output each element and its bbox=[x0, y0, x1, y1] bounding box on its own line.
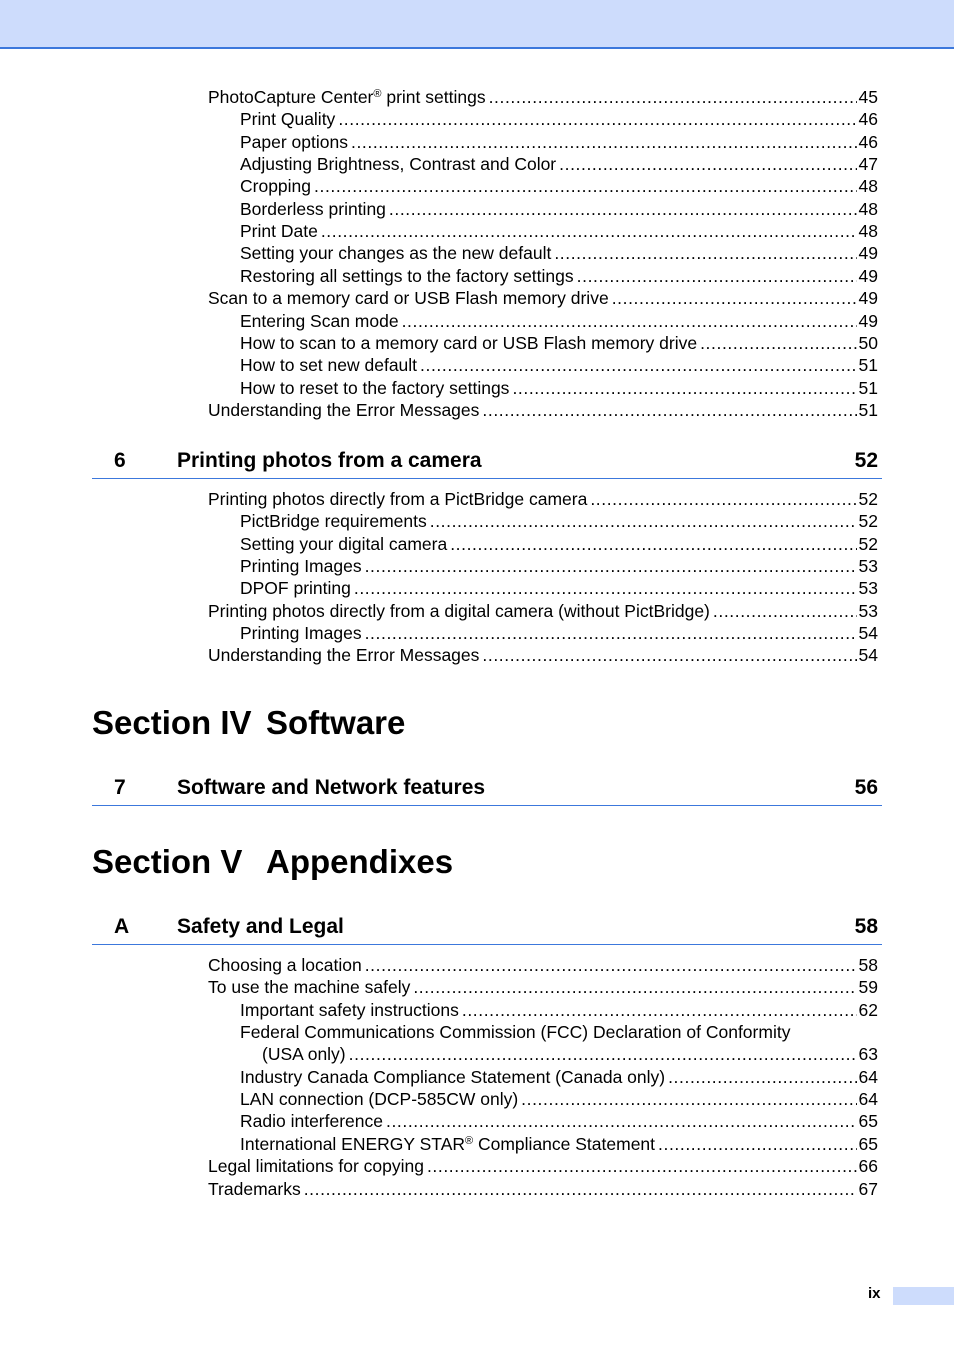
dot-leader bbox=[612, 287, 857, 309]
toc-entry-title: How to reset to the factory settings bbox=[240, 377, 510, 398]
toc-entry-page: 51 bbox=[858, 355, 878, 376]
dot-leader bbox=[430, 510, 857, 532]
dot-leader bbox=[314, 175, 857, 197]
toc-entry-title: Trademarks bbox=[208, 1178, 301, 1199]
toc-entry-title: Adjusting Brightness, Contrast and Color bbox=[240, 154, 557, 175]
toc-entry-page: 48 bbox=[858, 198, 878, 219]
toc-entry[interactable] bbox=[240, 220, 878, 242]
dot-leader bbox=[482, 644, 856, 666]
toc-entry-page: 52 bbox=[858, 511, 878, 532]
header-band bbox=[0, 0, 954, 49]
dot-leader bbox=[386, 1110, 857, 1132]
toc-entry[interactable] bbox=[240, 1133, 878, 1155]
toc-entry-title: How to set new default bbox=[240, 355, 418, 376]
toc-entry[interactable] bbox=[208, 1155, 878, 1177]
toc-entry-page: 49 bbox=[858, 265, 878, 286]
toc-entry-title: Choosing a location bbox=[208, 955, 362, 975]
toc-entry[interactable] bbox=[240, 510, 878, 532]
toc-entry[interactable] bbox=[240, 332, 878, 354]
dot-leader bbox=[351, 131, 857, 153]
toc-entry[interactable] bbox=[240, 1066, 878, 1088]
dot-leader bbox=[354, 577, 857, 599]
toc-entry-title: Understanding the Error Messages bbox=[208, 645, 480, 666]
chapter-title: Printing photos from a camera bbox=[177, 449, 482, 472]
toc-entry-page: 53 bbox=[858, 556, 878, 577]
toc-entry-page: 49 bbox=[858, 288, 878, 309]
toc-entry-page: 65 bbox=[858, 1111, 878, 1132]
toc-entry-title: Printing Images bbox=[240, 556, 362, 577]
toc-entry[interactable] bbox=[240, 377, 878, 399]
toc-entry-title: International ENERGY STAR® Compliance Statement bbox=[240, 1133, 656, 1154]
dot-leader bbox=[365, 954, 857, 976]
toc-entry-page: 63 bbox=[858, 1044, 878, 1065]
toc-entry-page: 59 bbox=[858, 977, 878, 998]
registered-mark: ® bbox=[373, 88, 382, 100]
toc-entry-page: 53 bbox=[858, 600, 878, 621]
toc-entry-title: DPOF printing bbox=[240, 578, 351, 599]
dot-leader bbox=[482, 399, 856, 421]
section-name: Appendixes bbox=[266, 843, 454, 880]
toc-entry[interactable] bbox=[240, 175, 878, 197]
toc-entry-page: 50 bbox=[858, 332, 878, 353]
toc-entry[interactable] bbox=[208, 287, 878, 309]
chapter-title: Safety and Legal bbox=[177, 915, 344, 938]
toc-entry-title: Paper options bbox=[240, 131, 348, 152]
chapter-heading-7[interactable] bbox=[92, 772, 882, 806]
dot-leader bbox=[462, 999, 857, 1021]
dot-leader bbox=[365, 622, 857, 644]
chapter-number: 7 bbox=[114, 776, 126, 799]
chapter-title: Software and Network features bbox=[177, 776, 486, 799]
toc-entry[interactable] bbox=[240, 153, 878, 175]
dot-leader bbox=[512, 377, 856, 399]
dot-leader bbox=[489, 86, 857, 108]
section-label: Section V bbox=[92, 843, 243, 880]
dot-leader bbox=[413, 976, 856, 998]
dot-leader bbox=[389, 198, 857, 220]
registered-mark: ® bbox=[465, 1134, 474, 1147]
toc-entry-page: 46 bbox=[858, 109, 878, 130]
toc-entry-page: 49 bbox=[858, 243, 878, 264]
toc-entry-title: Entering Scan mode bbox=[240, 310, 399, 331]
toc-entry-page: 52 bbox=[858, 489, 878, 509]
dot-leader bbox=[349, 1043, 857, 1065]
page-number: ix bbox=[868, 1285, 881, 1302]
toc-entry[interactable] bbox=[240, 999, 878, 1021]
toc-entry-page: 48 bbox=[858, 176, 878, 197]
chapter-number: A bbox=[114, 915, 130, 938]
toc-entry[interactable] bbox=[240, 1110, 878, 1132]
toc-entry-title-rest: Compliance Statement bbox=[473, 1133, 656, 1154]
toc-entry-title: Scan to a memory card or USB Flash memory drive bbox=[208, 288, 609, 309]
toc-entry[interactable] bbox=[240, 533, 878, 555]
toc-entry-page: 54 bbox=[858, 645, 878, 666]
toc-entry[interactable] bbox=[240, 108, 878, 130]
toc-entry[interactable] bbox=[208, 976, 878, 998]
toc-entry-title-rest: print settings bbox=[381, 87, 486, 107]
toc-entry-page: 49 bbox=[858, 310, 878, 331]
toc-entry-page: 66 bbox=[858, 1156, 878, 1177]
toc-entry[interactable] bbox=[208, 86, 878, 108]
dot-leader bbox=[668, 1066, 856, 1088]
dot-leader bbox=[554, 242, 856, 264]
dot-leader bbox=[420, 354, 856, 376]
toc-entry-title: Printing Images bbox=[240, 623, 362, 644]
toc-entry-page: 51 bbox=[858, 377, 878, 398]
toc-entry-title: Print Date bbox=[240, 221, 318, 242]
section-heading-v bbox=[92, 843, 454, 881]
dot-leader bbox=[450, 533, 856, 555]
toc-entry[interactable] bbox=[208, 954, 878, 976]
chapter-number: 6 bbox=[114, 449, 126, 472]
toc-entry[interactable] bbox=[240, 1088, 878, 1110]
toc-entry-title: Legal limitations for copying bbox=[208, 1156, 424, 1177]
toc-entry-title: PhotoCapture Center® print settings bbox=[208, 87, 486, 107]
chapter-page: 58 bbox=[854, 915, 878, 938]
toc-entry[interactable] bbox=[262, 1043, 878, 1065]
toc-entry[interactable] bbox=[240, 310, 878, 332]
dot-leader bbox=[321, 220, 857, 242]
dot-leader bbox=[713, 600, 857, 622]
toc-entry-page: 52 bbox=[858, 533, 878, 554]
chapter-page: 56 bbox=[854, 776, 878, 799]
dot-leader bbox=[577, 265, 857, 287]
toc-entry-title: To use the machine safely bbox=[208, 977, 411, 998]
toc-entry-page: 45 bbox=[858, 87, 878, 107]
dot-leader bbox=[427, 1155, 857, 1177]
toc-entry-title: LAN connection (DCP-585CW only) bbox=[240, 1089, 519, 1110]
toc-entry-title: Print Quality bbox=[240, 109, 336, 130]
dot-leader bbox=[700, 332, 856, 354]
toc-entry-title: Restoring all settings to the factory settings bbox=[240, 265, 574, 286]
footer-tab bbox=[893, 1287, 954, 1305]
section-label: Section IV bbox=[92, 704, 252, 741]
toc-entry[interactable] bbox=[240, 1021, 790, 1043]
toc-entry[interactable] bbox=[208, 644, 878, 666]
toc-entry[interactable] bbox=[208, 488, 878, 510]
chapter-heading-a[interactable] bbox=[92, 911, 882, 945]
toc-entry-title: Industry Canada Compliance Statement (Canada only) bbox=[240, 1066, 666, 1087]
toc-entry-title: Setting your changes as the new default bbox=[240, 243, 552, 264]
toc-entry-page: 64 bbox=[858, 1066, 878, 1087]
chapter-heading-6[interactable] bbox=[92, 445, 882, 479]
dot-leader bbox=[304, 1178, 857, 1200]
toc-entry-title: PictBridge requirements bbox=[240, 511, 427, 532]
chapter-page: 52 bbox=[854, 449, 878, 472]
dot-leader bbox=[559, 153, 856, 175]
dot-leader bbox=[521, 1088, 856, 1110]
toc-entry[interactable] bbox=[208, 1178, 878, 1200]
toc-entry[interactable] bbox=[208, 600, 878, 622]
toc-entry[interactable] bbox=[240, 198, 878, 220]
toc-entry-page: 51 bbox=[858, 399, 878, 420]
toc-entry-title: Borderless printing bbox=[240, 198, 386, 219]
toc-entry-page: 53 bbox=[858, 578, 878, 599]
toc-entry-page: 65 bbox=[858, 1133, 878, 1154]
toc-entry-title: Important safety instructions bbox=[240, 999, 459, 1020]
toc-entry-title: How to scan to a memory card or USB Flash memory drive bbox=[240, 332, 698, 353]
dot-leader bbox=[658, 1133, 857, 1155]
toc-entry-title: Cropping bbox=[240, 176, 312, 197]
toc-entry-page: 64 bbox=[858, 1089, 878, 1110]
dot-leader bbox=[590, 488, 856, 510]
toc-entry-title: Setting your digital camera bbox=[240, 533, 448, 554]
toc-entry-page: 54 bbox=[858, 623, 878, 644]
dot-leader bbox=[365, 555, 857, 577]
toc-entry[interactable] bbox=[208, 399, 878, 421]
dot-leader bbox=[402, 310, 857, 332]
dot-leader bbox=[338, 108, 856, 130]
toc-entry[interactable] bbox=[240, 622, 878, 644]
section-name: Software bbox=[266, 704, 406, 741]
toc-entry-page: 46 bbox=[858, 131, 878, 152]
toc-entry-page: 47 bbox=[858, 154, 878, 175]
toc-entry-page: 62 bbox=[858, 999, 878, 1020]
toc-entry[interactable] bbox=[240, 131, 878, 153]
toc-entry[interactable] bbox=[240, 242, 878, 264]
toc-entry-page: 67 bbox=[858, 1178, 878, 1199]
toc-entry[interactable] bbox=[240, 555, 878, 577]
toc-entry-title: Printing photos directly from a PictBridge camera bbox=[208, 489, 588, 509]
toc-entry-title: (USA only) bbox=[262, 1044, 346, 1065]
toc-entry-title: Federal Communications Commission (FCC) Declaration of Conformity bbox=[240, 1022, 791, 1043]
toc-entry-title: Printing photos directly from a digital camera (without PictBridge) bbox=[208, 600, 710, 621]
toc-entry[interactable] bbox=[240, 265, 878, 287]
toc-entry-page: 48 bbox=[858, 221, 878, 242]
toc-entry-title: Understanding the Error Messages bbox=[208, 399, 480, 420]
toc-entry-title: Radio interference bbox=[240, 1111, 383, 1132]
toc-entry[interactable] bbox=[240, 577, 878, 599]
toc-entry-page: 58 bbox=[858, 955, 878, 975]
toc-entry[interactable] bbox=[240, 354, 878, 376]
section-heading-iv bbox=[92, 704, 406, 742]
